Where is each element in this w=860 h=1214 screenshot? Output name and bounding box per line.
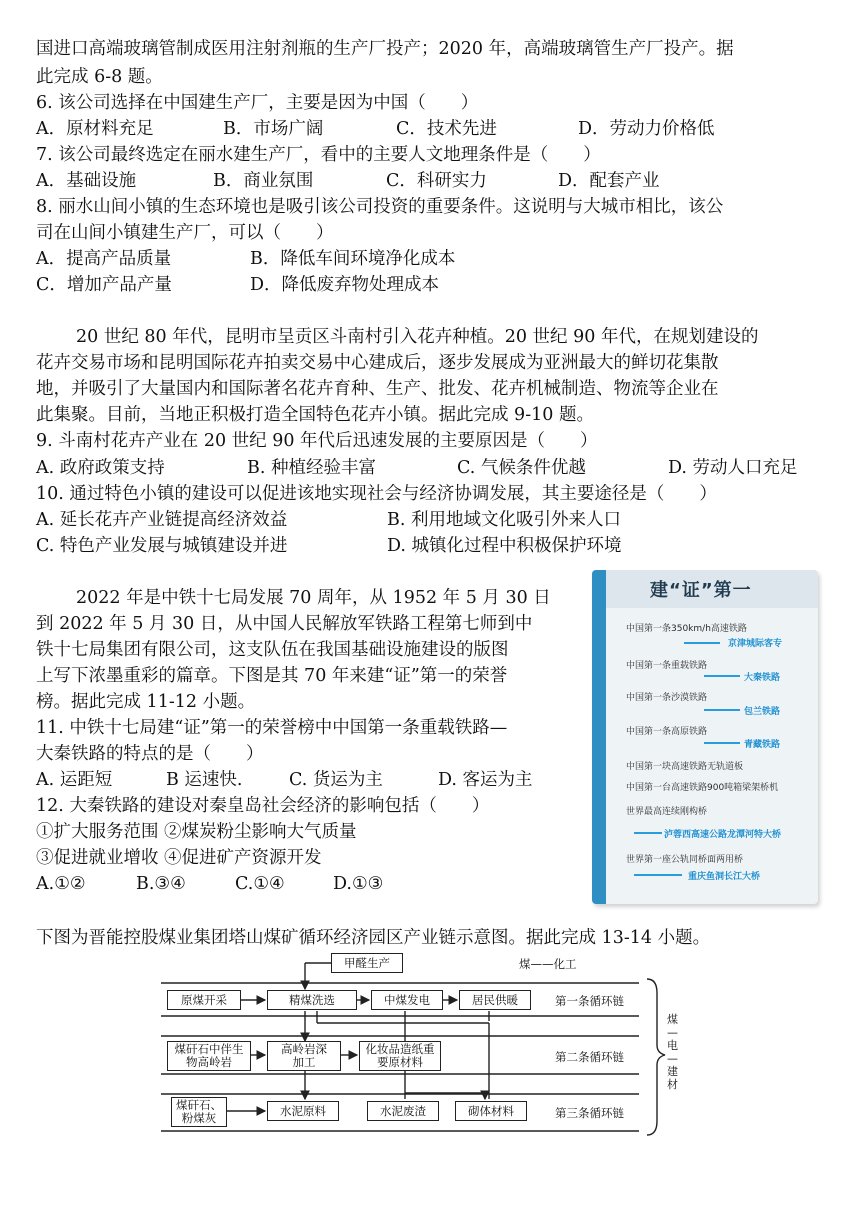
option: D．配套产业 [558, 171, 660, 191]
option: A．提高产品质量 [36, 249, 172, 269]
honor-item-label: 中国第一条重载铁路 [626, 661, 708, 671]
option: B. 利用地域文化吸引外来人口 [387, 510, 621, 530]
diagram-box: 中煤发电 [371, 990, 443, 1010]
honor-item-line [704, 742, 740, 744]
question-stem: 10. 通过特色小镇的建设可以促进该地实现社会与经济协调发展，其主要途径是（ ） [36, 484, 717, 504]
honor-item-value: 泸蓉西高速公路龙潭河特大桥 [664, 830, 782, 840]
honor-item-value: 京津城际客专 [728, 639, 783, 649]
passage-line: 20 世纪 80 年代，昆明市呈贡区斗南村引入花卉种植。20 世纪 90 年代，在规划建设的 [76, 327, 759, 347]
option: C.①④ [235, 874, 285, 894]
diagram-box-formaldehyde: 甲醛生产 [331, 953, 403, 973]
industry-chain-diagram [155, 953, 678, 1149]
question-stem: 9. 斗南村花卉产业在 20 世纪 90 年代后迅速发展的主要原因是（ ） [36, 431, 598, 451]
honor-item-line [634, 874, 682, 876]
question-stem: 12. 大秦铁路的建设对秦皇岛社会经济的影响包括（ ） [36, 796, 490, 816]
passage-line: 上写下浓墨重彩的篇章。下图是其 70 年来建“证”第一的荣誉 [36, 666, 508, 686]
diagram-box: 水泥原料 [267, 1101, 339, 1121]
diagram-side-label: 煤—电—建材 [667, 1013, 678, 1091]
honor-item-label: 中国第一条高原铁路 [626, 727, 708, 737]
honor-board [592, 570, 818, 904]
honor-item-line [634, 832, 662, 834]
diagram-chain-label: 第二条循环链 [555, 1050, 624, 1064]
honor-board-accent-strip [592, 570, 606, 904]
question-stem: 7. 该公司最终选定在丽水建生产厂，看中的主要人文地理条件是（ ） [36, 145, 601, 165]
honor-item-value: 青藏铁路 [744, 740, 781, 750]
passage-line: 地，并吸引了大量国内和国际著名花卉育种、生产、批发、花卉机械制造、物流等企业在 [36, 379, 719, 399]
option: B 运速快. [166, 770, 243, 790]
diagram-intro: 下图为晋能控股煤业集团塔山煤矿循环经济园区产业链示意图。据此完成 13-14 小题。 [36, 928, 711, 948]
option: A．基础设施 [36, 171, 137, 191]
diagram-box: 化妆品造纸重要原材料 [359, 1041, 441, 1071]
question-stem: 司在山间小镇建生产厂，可以（ ） [36, 223, 334, 243]
option: B．商业氛围 [213, 171, 314, 191]
question-stem: 大秦铁路的特点的是（ ） [36, 744, 264, 764]
diagram-box: 居民供暖 [459, 990, 531, 1010]
honor-item-line [684, 642, 720, 644]
option: A. 延长花卉产业链提高经济效益 [36, 510, 288, 530]
option: D. 客运为主 [438, 770, 533, 790]
honor-item-label: 中国第一块高速铁路无轨道板 [626, 762, 744, 772]
diagram-box: 高岭岩深加工 [267, 1041, 341, 1071]
option: C．技术先进 [396, 119, 497, 139]
honor-item-line [704, 709, 740, 711]
honor-item-label: 世界最高连续刚构桥 [626, 807, 708, 817]
option: A.①② [36, 874, 86, 894]
diagram-box: 精煤洗选 [267, 990, 357, 1010]
passage-line: 到 2022 年 5 月 30 日，从中国人民解放军铁路工程第七师到中 [36, 614, 533, 634]
diagram-chain-label: 第三条循环链 [555, 1106, 624, 1120]
passage-line: 花卉交易市场和昆明国际花卉拍卖交易中心建成后，逐步发展成为亚洲最大的鲜切花集散 [36, 353, 719, 373]
statement-line: ③促进就业增收 ④促进矿产资源开发 [36, 848, 322, 868]
option: A. 政府政策支持 [36, 458, 165, 478]
option: D.①③ [333, 874, 384, 894]
diagram-label-coal-chemical: 煤——化工 [519, 957, 577, 971]
option: A. 运距短 [36, 770, 113, 790]
question-stem: 11. 中铁十七局建“证”第一的荣誉榜中中国第一条重载铁路— [36, 718, 508, 738]
option: B. 种植经验丰富 [247, 458, 376, 478]
honor-item-label: 中国第一条350km/h高速铁路 [626, 624, 747, 634]
honor-item-label: 中国第一台高速铁路900吨箱梁架桥机 [626, 783, 779, 793]
honor-item-value: 重庆鱼洞长江大桥 [688, 872, 761, 882]
honor-item-label: 世界第一座公轨同桥面两用桥 [626, 855, 744, 865]
diagram-box: 水泥废渣 [367, 1101, 439, 1121]
passage-line: 榜。据此完成 11-12 小题。 [36, 692, 256, 712]
option: C. 货运为主 [289, 770, 383, 790]
diagram-box: 砌体材料 [455, 1101, 527, 1121]
option: D. 城镇化过程中积极保护环境 [387, 536, 622, 556]
question-stem: 6. 该公司选择在中国建生产厂，主要是因为中国（ ） [36, 93, 479, 113]
passage-line: 此集聚。目前，当地正积极打造全国特色花卉小镇。据此完成 9-10 题。 [36, 405, 594, 425]
option: D．降低废弃物处理成本 [250, 275, 440, 295]
option: A．原材料充足 [36, 119, 154, 139]
intro-line: 国进口高端玻璃管制成医用注射剂瓶的生产厂投产；2020 年，高端玻璃管生产厂投产。据 [36, 39, 734, 59]
option: C．增加产品产量 [36, 275, 172, 295]
intro-line: 此完成 6-8 题。 [36, 67, 163, 87]
passage-line: 铁十七局集团有限公司，这支队伍在我国基础设施建设的版图 [36, 640, 509, 660]
option: B．降低车间环境净化成本 [250, 249, 456, 269]
honor-item-line [704, 675, 740, 677]
statement-line: ①扩大服务范围 ②煤炭粉尘影响大气质量 [36, 822, 357, 842]
diagram-chain-label: 第一条循环链 [555, 994, 624, 1008]
diagram-box: 原煤开采 [167, 990, 241, 1010]
option: B．市场广阔 [223, 119, 324, 139]
option: C. 气候条件优越 [457, 458, 586, 478]
option: B.③④ [136, 874, 186, 894]
option: C．科研实力 [386, 171, 487, 191]
honor-board-title: 建“证”第一 [650, 580, 752, 601]
honor-item-value: 大秦铁路 [744, 673, 781, 683]
diagram-box: 煤矸石、粉煤灰 [171, 1097, 227, 1127]
honor-item-value: 包兰铁路 [744, 707, 781, 717]
option: D. 劳动人口充足 [668, 458, 798, 478]
passage-line: 2022 年是中铁十七局发展 70 周年，从 1952 年 5 月 30 日 [76, 588, 551, 608]
option: C. 特色产业发展与城镇建设并进 [36, 536, 288, 556]
question-stem: 8. 丽水山间小镇的生态环境也是吸引该公司投资的重要条件。这说明与大城市相比，该公 [36, 197, 724, 217]
option: D．劳动力价格低 [578, 119, 715, 139]
diagram-box: 煤矸石中伴生物高岭岩 [167, 1041, 251, 1071]
honor-item-label: 中国第一条沙漠铁路 [626, 693, 708, 703]
